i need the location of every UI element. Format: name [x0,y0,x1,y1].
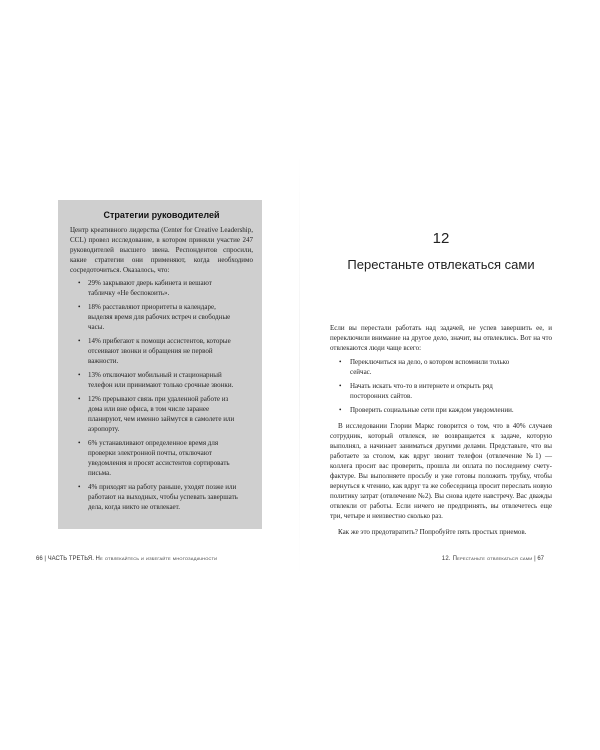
page-gutter [299,150,300,580]
distraction-list-item: • Начать искать что-то в интернете и открыть ряд посторонних сайтов. [330,381,552,401]
right-page-footer [442,556,544,562]
body-paragraph: В исследовании Глории Маркс говорится о том, что в 40% случаев сотрудник, который отвлекся, не возвращается к задаче, которую выполнял, а начинает заниматься другими делами. Представьте, что вы работаете за столом, как вдруг звонит телефон (отвлечение №1) — коллега просит вас проверить, прошла ли оплата по последнему счету-фактуре. Вы выполняете просьбу и уже готовы положить трубку, чтобы вернуться к чтению, как вдруг та же собеседница просит переслать новую политику затрат (отвлечение №2). Вы снова идете навстречу. Вас дважды отвлекли от работы. Если ничего не предпринять, вы отвлечетесь еще три, четыре и неизвестно сколько раз. [330,422,552,520]
distraction-list-item: • Переключиться на дело, о котором вспомнили только сейчас. [330,357,552,377]
distraction-list [330,357,552,415]
sidebar-title: Стратегии руководителей [103,210,220,220]
sidebar-list-item: • 12% прерывают связь при удаленной работе из дома или вне офиса, в том числе заранее планируют, чем именно займутся в самолете или аэропорту. [70,394,253,434]
footer-part-label: ЧАСТЬ ТРЕТЬЯ. [47,556,94,562]
sidebar-box [58,200,262,529]
sidebar-intro: Центр креативного лидерства (Center for Creative Leadership, CCL) провел исследование, в котором приняли участие 247 руководителей высшего звена. Респондентов спросили, какие стратегии они применяют, когда необходимо сосредоточиться. Оказалось, что: [70,226,253,274]
sidebar-list [70,278,253,512]
sidebar-list-item: • 6% устанавливают определенное время для проверки электронной почты, отключают уведомления и просят ассистентов сортировать письма. [70,438,253,478]
right-page-number: 67 [537,556,544,562]
body-paragraph: Если вы перестали работать над задачей, не успев завершить ее, и переключили внимание на другое дело, значит, вы отвлеклись. Вот на что отвлекаются люди чаще всего: [330,324,552,352]
sidebar-list-item: • 18% расставляют приоритеты в календаре, выделяя время для рабочих встреч и свободные часы. [70,302,253,332]
distraction-list-item: • Проверить социальные сети при каждом уведомлении. [330,405,552,415]
chapter-title: Перестаньте отвлекаться сами [347,257,535,272]
sidebar-list-item: • 4% приходят на работу раньше, уходят позже или работают на выходных, чтобы успевать завершать дела, когда никто не отвлекает. [70,482,253,512]
sidebar-list-item: • 14% прибегают к помощи ассистентов, которые отсеивают звонки и обращения не первой важности. [70,336,253,366]
chapter-number: 12 [432,230,450,247]
chapter-body [330,323,552,537]
footer-part-title: Не отвлекайтесь и избегайте многозадачности [95,556,218,562]
footer-separator: | [534,556,536,562]
footer-chapter-label: 12. Перестаньте отвлекаться сами [441,556,533,562]
sidebar-list-item: • 13% отключают мобильный и стационарный телефон или принимают только срочные звонки. [70,370,253,390]
left-page-number: 66 [36,556,43,562]
body-paragraph: Как же это предотвратить? Попробуйте пять простых приемов. [338,528,527,536]
footer-separator: | [44,556,46,562]
sidebar-list-item: • 29% закрывают дверь кабинета и вешают табличку «Не беспокоить». [70,278,253,298]
left-page-footer [36,556,217,562]
